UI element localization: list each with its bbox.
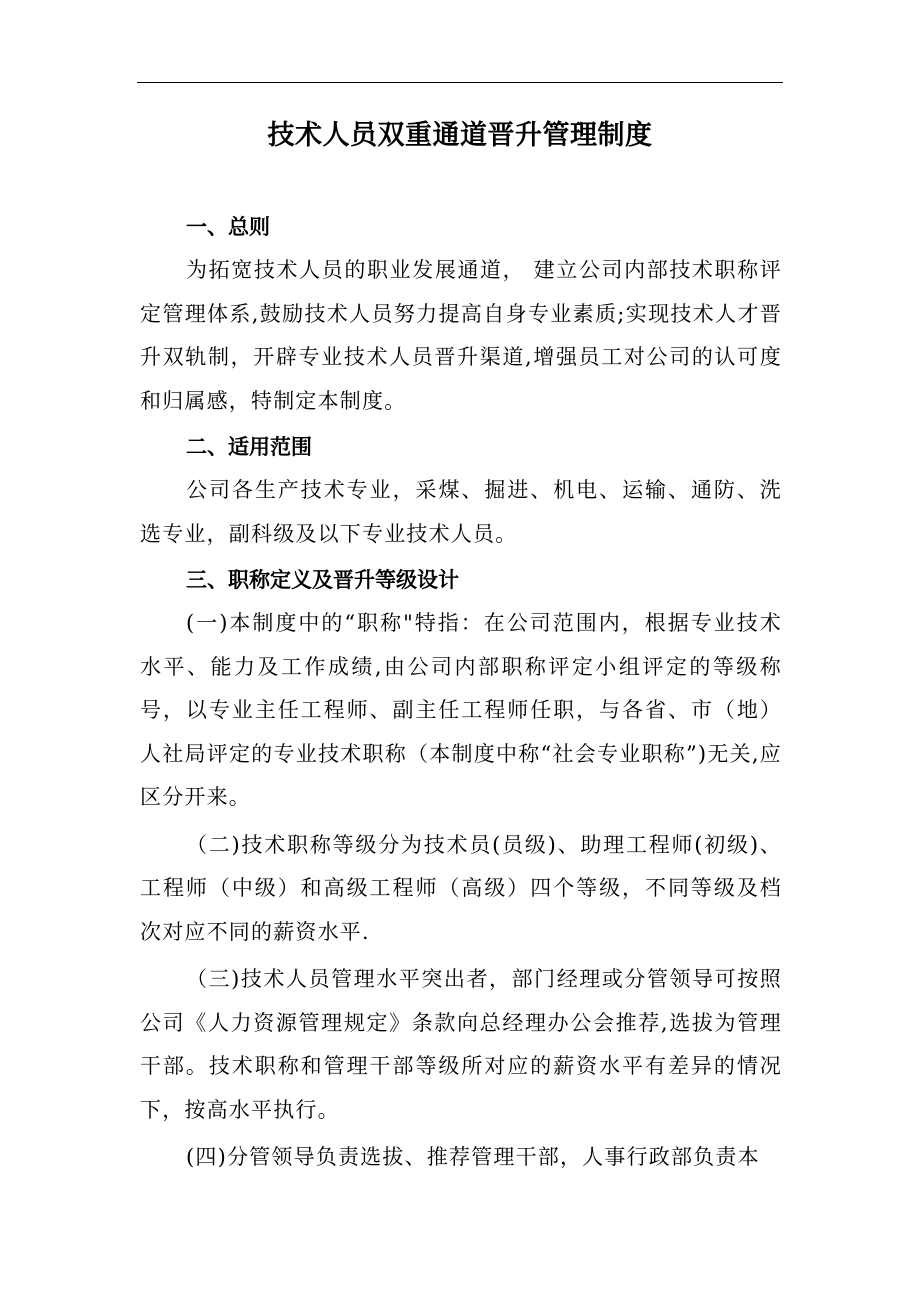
- section-heading-general: 一、总则: [186, 215, 270, 239]
- document-title: 技术人员双重通道晋升管理制度: [267, 120, 653, 151]
- section-heading-title-definition: 三、职称定义及晋升等级设计: [186, 568, 459, 592]
- header-rule: [137, 82, 783, 83]
- document-body: [140, 205, 782, 1180]
- paragraph-definition-4: (四)分管领导负责选拔、推荐管理干部，人事行政部负责本: [186, 1145, 760, 1169]
- paragraph-definition-1: (一)本制度中的“职称"特指：在公司范围内，根据专业技术水平、能力及工作成绩,由公司内部职称评定小组评定的等级称号，以专业主任工程师、副主任工程师任职，与各省、市（地）人社局评定的专业技术职称（本制度中称“社会专业职称”)无关,应区分开来。: [140, 611, 782, 809]
- paragraph-general: 为拓宽技术人员的职业发展通道， 建立公司内部技术职称评定管理体系,鼓励技术人员努力提高自身专业素质;实现技术人才晋升双轨制，开辟专业技术人员晋升渠道,增强员工对公司的认可度和归属感，特制定本制度。: [140, 258, 782, 413]
- paragraph-scope: 公司各生产技术专业，采煤、掘进、机电、运输、通防、洗选专业，副科级及以下专业技术人员。: [140, 478, 782, 546]
- section-heading-scope: 二、适用范围: [186, 435, 312, 459]
- paragraph-definition-3: （三)技术人员管理水平突出者，部门经理或分管领导可按照公司《人力资源管理规定》条款向总经理办公会推荐,选拔为管理干部。技术职称和管理干部等级所对应的薪资水平有差异的情况下，按高水平执行。: [140, 967, 782, 1122]
- paragraph-definition-2: （二)技术职称等级分为技术员(员级)、助理工程师(初级)、工程师（中级）和高级工程师（高级）四个等级，不同等级及档次对应不同的薪资水平.: [140, 832, 782, 944]
